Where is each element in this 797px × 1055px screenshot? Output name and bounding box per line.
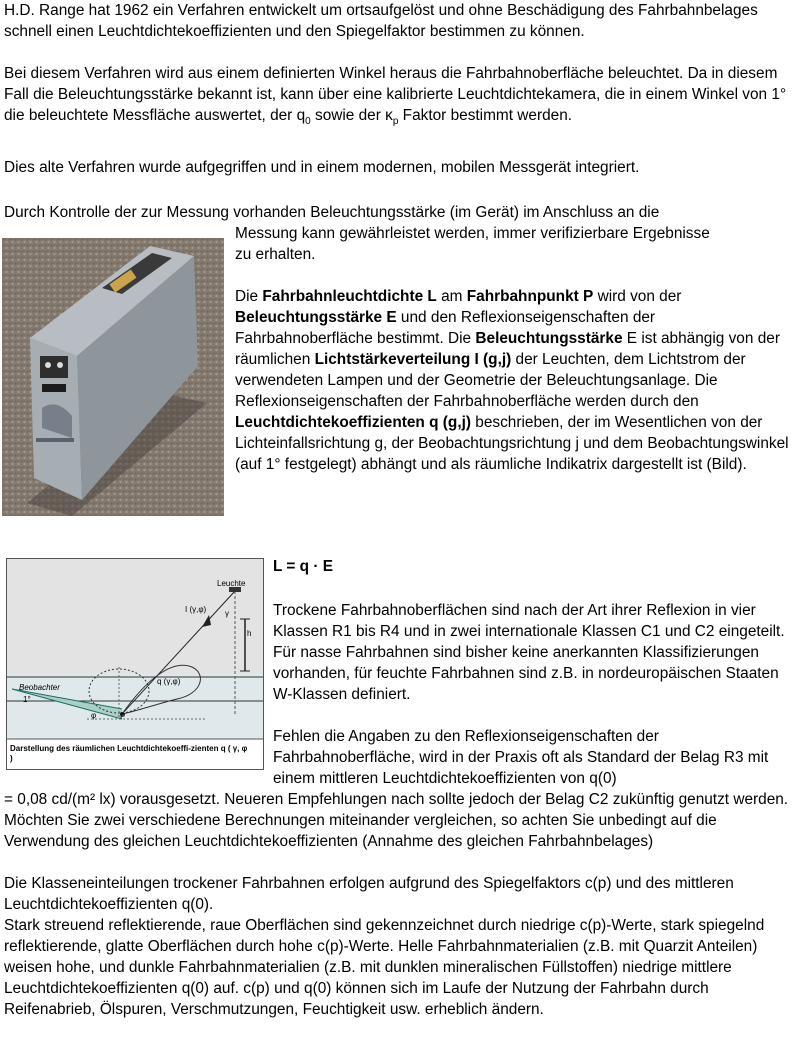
classification-paragraph: Die Klasseneinteilungen trockener Fahrbahnen erfolgen aufgrund des Spiegelfaktors c(p) und des mittleren Leuchtdichtekoeffizienten q(0). (4, 875, 734, 913)
intensity-label: I (γ,φ) (185, 605, 207, 614)
device-photo (2, 238, 224, 516)
surface-paragraph: Stark streuend reflektierende, raue Oberflächen sind gekennzeichnet durch niedrige c(p)-Werte, stark spiegelnd reflektierende, glatte Oberflächen durch hohe c(p)-Werte. Helle Fahrbahnmaterialien (z.B. mit Quarzit Anteilen) weisen hohe, und dunkle Fahrbahnmaterialien (z.B. mit dunklen mineralischen Füllstoffen) niedrige mittlere Leuchtdichtekoeffizienten q(0) auf. c(p) und q(0) können sich im Laufe der Nutzung der Fahrbahn durch Reifenabrieb, Ölspuren, Verschmutzungen, Feuchtigkeit usw. erheblich ändern. (4, 917, 765, 1018)
method-text-c: Faktor bestimmt werden. (398, 107, 573, 124)
default-paragraph-rest: = 0,08 cd/(m² lx) vorausgesetzt. Neueren Empfehlungen nach sollte jedoch der Belag C2 zukünftig genutzt werden. Möchten Sie zwei verschiedene Berechnungen miteinander vergleichen, so achten Sie unbedingt auf die Verwendung des gleichen Leuchtdichtekoeffizienten (Annahme des gleichen Fahrbahnbelages) (4, 791, 789, 850)
method-text-b: sowie der κ (310, 107, 393, 124)
observer-label: Beobachter (19, 683, 60, 692)
q-subscript: 0 (305, 116, 311, 128)
method-paragraph (4, 63, 794, 126)
kappa-subscript: p (392, 116, 399, 128)
gamma-label: γ (225, 609, 229, 618)
height-label: h (247, 629, 252, 638)
intro-paragraph: H.D. Range hat 1962 ein Verfahren entwickelt um ortsaufgelöst und ohne Beschädigung des Fahrbahnbelages schnell einen Leuchtdichtekoeffizienten und den Spiegelfaktor bestimmen zu können. (4, 2, 758, 40)
control-paragraph-line: Durch Kontrolle der zur Messung vorhanden Beleuchtungsstärke (im Gerät) im Anschluss an die (4, 204, 660, 221)
one-degree-label: 1° (23, 695, 31, 704)
indicatrix-figure (6, 558, 264, 770)
phi-label: φ (91, 711, 97, 720)
control-paragraph-rest: Messung kann gewährleistet werden, immer verifizierbare Ergebnisse zu erhalten. (235, 225, 710, 263)
figure-caption: Darstellung des räumlichen Leuchtdichtekoeffi-zienten q ( γ, φ ) (10, 744, 248, 763)
classes-paragraph: Trockene Fahrbahnoberflächen sind nach der Art ihrer Reflexion in vier Klassen R1 bis R4 und in zwei internationale Klassen C1 und C2 eingeteilt. Für nasse Fahrbahnen sind bisher keine anerkannten Klassifizierungen vorhanden, für feuchte Fahrbahnen sind z.B. in nordeuropäischen Staaten W-Klassen definiert. (273, 602, 785, 703)
leuchte-label: Leuchte (217, 579, 246, 588)
luminance-paragraph: Die Fahrbahnleuchtdichte L am Fahrbahnpunkt P wird von der Beleuchtungsstärke E und den Reflexionseigenschaften der Fahrbahnoberfläche bestimmt. Die Beleuchtungsstärke E ist abhängig von der räumlichen Lichtstärkeverteilung I (g,j) der Leuchten, dem Lichtstrom der verwendeten Lampen und der Geometrie der Beleuchtungsanlage. Die Reflexionseigenschaften der Fahrbahnoberfläche werden durch den Leuchtdichtekoeffizienten q (g,j) beschrieben, der im Wesentlichen von der Lichteinfallsrichtung g, der Beobachtungsrichtung j und dem Beobachtungswinkel (auf 1° festgelegt) abhängt und als räumliche Indikatrix dargestellt ist (Bild). (235, 288, 789, 473)
point-p-label: P (120, 712, 126, 721)
indicatrix-diagram (7, 559, 263, 769)
term-illuminance-2: Beleuchtungsstärke (475, 330, 623, 347)
q-label: q (γ,φ) (157, 677, 181, 686)
term-intensity-distribution: Lichtstärkeverteilung I (g,j) (314, 351, 512, 368)
term-luminance-coefficient: Leuchtdichtekoeffizienten q (g,j) (235, 414, 471, 431)
method-text-a: Bei diesem Verfahren wird aus einem definierten Winkel heraus die Fahrbahnoberfläche beleuchtet. Da in diesem Fall die Beleuchtungsstärke bekannt ist, kann über eine kalibrierte Leuchtdichtekamera, die in einem Winkel von 1° die beleuchtete Messfläche auswertet, der q (4, 65, 787, 124)
term-road-luminance: Fahrbahnleuchtdichte L (262, 288, 437, 305)
luminance-formula: L = q · E (273, 558, 334, 575)
default-paragraph: Fehlen die Angaben zu den Reflexionseigenschaften der Fahrbahnoberfläche, wird in der Praxis oft als Standard der Belag R3 mit einem mittleren Leuchtdichtekoeffizienten von q(0) (273, 728, 769, 787)
term-illuminance: Beleuchtungsstärke E (235, 309, 397, 326)
term-road-point: Fahrbahnpunkt P (466, 288, 594, 305)
modern-device-paragraph: Dies alte Verfahren wurde aufgegriffen und in einem modernen, mobilen Messgerät integriert. (4, 159, 640, 176)
